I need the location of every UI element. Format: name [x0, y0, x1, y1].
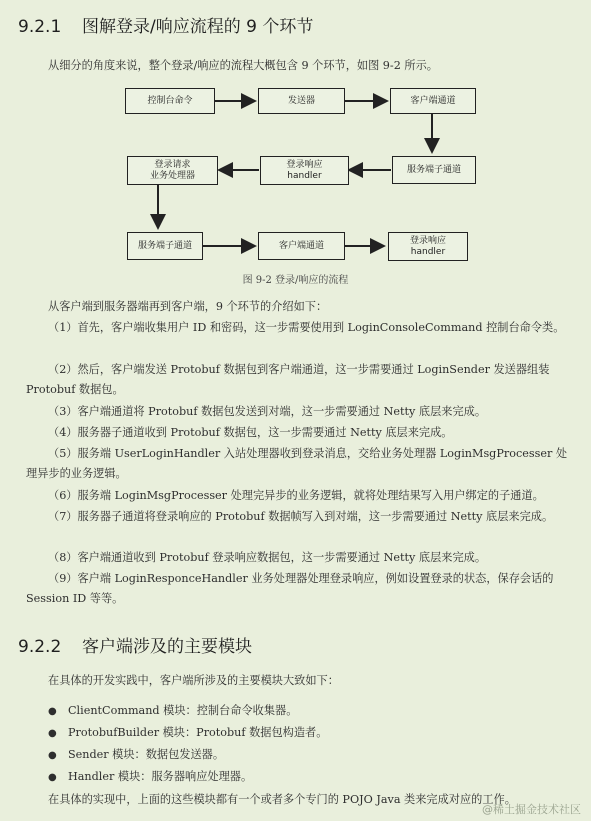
step-1: （1）首先，客户端收集用户 ID 和密码，这一步需要使用到 LoginConsoleCommand 控制台命令类。: [48, 321, 565, 334]
section-number: 9.2.1: [18, 17, 62, 37]
steps-intro: 从客户端到服务器端再到客户端，9 个环节的介绍如下：: [48, 300, 328, 313]
bullet-icon: ●: [48, 706, 57, 717]
list-item: ● Sender 模块：数据包发送器。: [48, 744, 327, 766]
bullet-icon: ●: [48, 750, 57, 761]
step-2: （2）然后，客户端发送 Protobuf 数据包到客户端通道，这一步需要通过 LoginSender 发送器组装 Protobuf 数据包。: [26, 363, 550, 396]
section-number: 9.2.2: [18, 637, 62, 657]
figure-caption: 图 9-2 登录/响应的流程: [242, 275, 349, 286]
step-9: （9）客户端 LoginResponceHandler 业务处理器处理登录响应，例如设置登录的状态，保存会话的 Session ID 等等。: [26, 572, 554, 605]
list-item: ● ClientCommand 模块：控制台命令收集器。: [48, 700, 327, 722]
step-6: （6）服务端 LoginMsgProcesser 处理完异步的业务逻辑，就将处理结果写入用户绑定的子通道。: [48, 489, 544, 502]
step-7: （7）服务器子通道将登录响应的 Protobuf 数据帧写入到对端，这一步需要通过 Netty 底层来完成。: [48, 510, 554, 523]
box-login-request-processor: 登录请求 业务处理器: [127, 156, 218, 185]
modules-list: [48, 700, 327, 788]
modules-intro: 在具体的开发实践中，客户端所涉及的主要模块大致如下：: [48, 674, 339, 687]
intro-paragraph: 从细分的角度来说，整个登录/响应的流程大概包含 9 个环节，如图 9-2 所示。: [48, 59, 438, 72]
section-title: 图解登录/响应流程的 9 个环节: [82, 17, 314, 37]
watermark: @稀土掘金技术社区: [482, 803, 581, 816]
section-heading-2: [18, 632, 252, 657]
bullet-icon: ●: [48, 728, 57, 739]
section-title: 客户端涉及的主要模块: [82, 637, 252, 657]
step-3: （3）客户端通道将 Protobuf 数据包发送到对端，这一步需要通过 Netty 底层来完成。: [48, 405, 487, 418]
box-client-channel-1: 客户端通道: [390, 88, 476, 114]
box-client-channel-2: 客户端通道: [258, 232, 345, 260]
box-server-child-channel-1: 服务端子通道: [392, 156, 476, 184]
box-server-child-channel-2: 服务端子通道: [127, 232, 203, 260]
step-5: （5）服务端 UserLoginHandler 入站处理器收到登录消息，交给业务处理器 LoginMsgProcesser 处理异步的业务逻辑。: [26, 447, 568, 480]
list-item: ● ProtobufBuilder 模块：Protobuf 数据包构造者。: [48, 722, 327, 744]
box-login-response-handler-2: 登录响应 handler: [388, 232, 468, 261]
box-sender: 发送器: [258, 88, 345, 114]
closing-paragraph: 在具体的实现中，上面的这些模块都有一个或者多个专门的 POJO Java 类来完成对应的工作。: [48, 793, 516, 806]
box-login-response-handler-1: 登录响应 handler: [260, 156, 349, 185]
box-console-command: 控制台命令: [125, 88, 215, 114]
step-4: （4）服务器子通道收到 Protobuf 数据包，这一步需要通过 Netty 底层来完成。: [48, 426, 453, 439]
step-8: （8）客户端通道收到 Protobuf 登录响应数据包，这一步需要通过 Netty 底层来完成。: [48, 551, 487, 564]
bullet-icon: ●: [48, 772, 57, 783]
list-item: ● Handler 模块：服务器响应处理器。: [48, 766, 327, 788]
